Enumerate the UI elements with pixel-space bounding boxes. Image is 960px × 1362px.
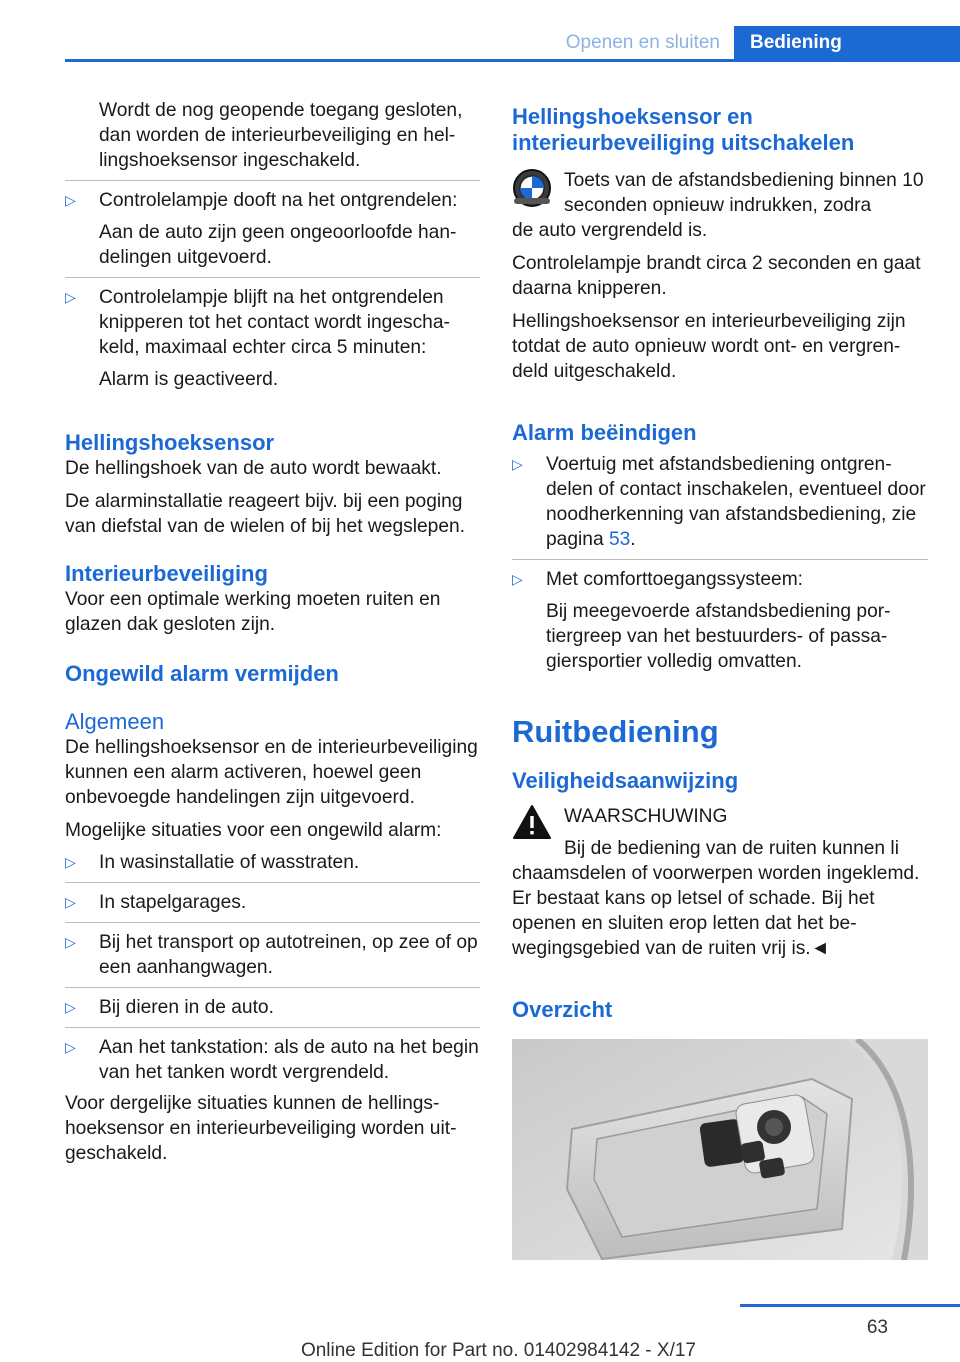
list-item-text-main: Voertuig met afstandsbediening ontgrendelen of contact inschakelen, eventueel door noodherkenning van afstandsbediening, zie pagina [546, 454, 926, 550]
list-item [512, 567, 928, 674]
heading-general: Algemeen [65, 709, 165, 734]
list-item-text: Controlelampje blijft na het ontgrendelen knipperen tot het contact wordt ingeschakeld, maximaal echter circa 5 minuten: [99, 287, 450, 358]
warning-continuation: chaamsdelen of voorwerpen worden ingeklemd. Er bestaat kans op letsel of schade. Bij het openen en sluiten erop letten dat het bewegingsgebied van de ruiten vrij is.◄ [512, 863, 920, 959]
page-number: 63 [866, 1317, 888, 1338]
footer-rule [740, 1304, 960, 1307]
list-item-text: Bij het transport op autotreinen, op zee of op een aanhangwagen. [99, 932, 478, 978]
heading-safety: Veiligheidsaanwijzing [512, 768, 739, 793]
remote-instruction [512, 168, 928, 218]
header-rule [65, 59, 960, 62]
list-item [65, 850, 480, 875]
list-item-text-end: . [630, 529, 636, 550]
list-item [65, 188, 480, 270]
list-item [65, 930, 480, 980]
divider [65, 922, 480, 923]
triangle-bullet-icon: ▷ [65, 934, 76, 950]
warning-text-block [564, 804, 928, 861]
divider [65, 987, 480, 988]
list-item [65, 1035, 480, 1085]
warning-block [512, 804, 928, 861]
disable-continuation: de auto vergrendeld is. [512, 220, 708, 241]
divider [65, 882, 480, 883]
triangle-bullet-icon: ▷ [65, 289, 76, 305]
situations-list [65, 850, 480, 1085]
heading-tilt-sensor: Hellingshoeksensor [65, 430, 275, 455]
list-item-text: Bij dieren in de auto. [99, 997, 274, 1018]
triangle-bullet-icon: ▷ [512, 571, 523, 587]
list-item-sub: Bij meegevoerde afstandsbediening portiergreep van het bestuurders- of passagiersportier volledig omvatten. [546, 601, 891, 672]
triangle-bullet-icon: ▷ [65, 854, 76, 870]
triangle-bullet-icon: ▷ [512, 456, 523, 472]
disable-paragraph-2: Controlelampje brandt circa 2 seconden en gaat daarna knipperen. [512, 253, 921, 299]
tilt-paragraph-2: De alarminstallatie reageert bijv. bij een poging van diefstal van de wielen of bij het wegslepen. [65, 491, 465, 537]
edition-footer: Online Edition for Part no. 01402984142 - X/17 [300, 1340, 696, 1361]
page-link[interactable]: 53 [608, 529, 631, 550]
general-paragraph-1: De hellingshoeksensor en de interieurbeveiliging kunnen een alarm activeren, hoewel geen onbevoegde handelingen zijn uitgevoerd. [65, 737, 478, 808]
closing-paragraph: Voor dergelijke situaties kunnen de hellingshoeksensor en interieurbeveiliging worden uitgeschakeld. [65, 1093, 457, 1164]
header-chapter-tab: Bediening [734, 26, 960, 59]
divider [65, 277, 480, 278]
header-section-label: Openen en sluiten [565, 31, 720, 53]
list-item-sub: Aan de auto zijn geen ongeoorloofde handelingen uitgevoerd. [99, 222, 457, 268]
list-item [65, 890, 480, 915]
list-item-text: In stapelgarages. [99, 892, 247, 913]
list-item-text [546, 452, 928, 552]
interior-paragraph: Voor een optimale werking moeten ruiten en glazen dak gesloten zijn. [65, 589, 441, 635]
bmw-key-icon [512, 168, 552, 218]
list-item-text: Aan het tankstation: als de auto na het begin van het tanken wordt vergrendeld. [99, 1037, 479, 1083]
remote-instruction-text: Toets van de afstandsbediening binnen 10 seconden opnieuw indrukken, zodra [564, 170, 924, 216]
heading-unwanted-alarm: Ongewild alarm vermijden [65, 661, 339, 686]
list-item [65, 995, 480, 1020]
heading-overview: Overzicht [512, 997, 613, 1022]
list-item [65, 285, 480, 392]
heading-interior: Interieurbeveiliging [65, 561, 268, 586]
general-paragraph-2: Mogelijke situaties voor een ongewild alarm: [65, 820, 442, 841]
window-switch-photo [512, 1039, 928, 1260]
heading-disable: Hellingshoeksensor en interieurbeveiliging uitschakelen [512, 104, 855, 155]
intro-paragraph: Wordt de nog geopende toegang gesloten, dan worden de interieurbeveiliging en hellingshoeksensor ingeschakeld. [99, 100, 463, 171]
end-alarm-list [512, 452, 928, 674]
triangle-bullet-icon: ▷ [65, 999, 76, 1015]
heading-windows: Ruitbediening [512, 714, 719, 749]
warning-title: WAARSCHUWING [564, 806, 728, 827]
warning-triangle-icon [512, 804, 552, 861]
tilt-paragraph-1: De hellingshoek van de auto wordt bewaakt. [65, 458, 442, 479]
warning-text: Bij de bediening van de ruiten kunnen li [564, 838, 899, 859]
page-header [0, 0, 960, 62]
heading-end-alarm: Alarm beëindigen [512, 420, 697, 445]
list-item [512, 452, 928, 552]
list-item-text: Controlelampje dooft na het ontgrendelen: [99, 190, 458, 211]
divider [65, 1027, 480, 1028]
disable-paragraph-3: Hellingshoeksensor en interieurbeveiliging zijn totdat de auto opnieuw wordt ont- en vergrendeld uitgeschakeld. [512, 311, 906, 382]
left-column [65, 98, 480, 1166]
list-item-sub: Alarm is geactiveerd. [99, 369, 279, 390]
divider [512, 559, 928, 560]
list-item-text: Met comforttoegangssysteem: [546, 569, 804, 590]
triangle-bullet-icon: ▷ [65, 192, 76, 208]
triangle-bullet-icon: ▷ [65, 894, 76, 910]
triangle-bullet-icon: ▷ [65, 1039, 76, 1055]
list-item-text: In wasinstallatie of wasstraten. [99, 852, 360, 873]
divider [65, 180, 480, 181]
right-column [512, 104, 928, 1260]
